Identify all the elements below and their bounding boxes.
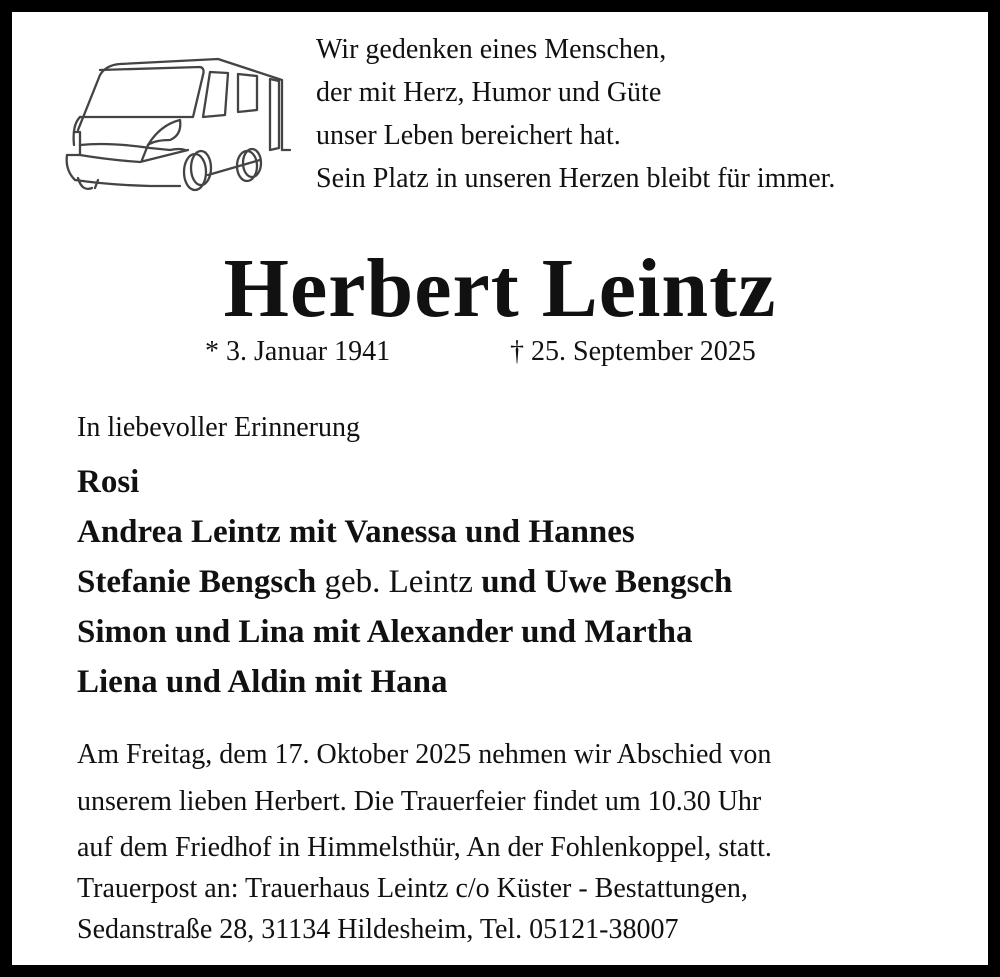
mourner-line: [77, 557, 732, 607]
info-line: auf dem Friedhof in Himmelsthür, An der Fohlenkoppel, statt.: [77, 832, 772, 863]
mourner-line: Liena und Aldin mit Hana: [77, 664, 448, 700]
remembrance-intro: In liebevoller Erinnerung: [77, 412, 361, 443]
death-date: † 25. September 2025: [510, 336, 756, 367]
camper-van-icon: [50, 20, 310, 210]
poem-line: Sein Platz in unseren Herzen bleibt für immer.: [316, 163, 836, 194]
mourners-list: [77, 457, 732, 707]
mourner-line: Rosi: [77, 464, 140, 500]
mourner-line: Simon und Lina mit Alexander und Martha: [77, 614, 693, 650]
info-line: Am Freitag, dem 17. Oktober 2025 nehmen wir Abschied von: [77, 739, 772, 770]
mourner-line: Andrea Leintz mit Vanessa und Hannes: [77, 514, 635, 550]
funeral-info: [77, 732, 772, 872]
address-line: Sedanstraße 28, 31134 Hildesheim, Tel. 05121-38007: [77, 914, 679, 945]
maiden-name: geb. Leintz: [316, 564, 482, 600]
mourner-name: und Uwe Bengsch: [481, 564, 733, 600]
mourner-name: Stefanie Bengsch: [77, 564, 317, 600]
poem-line: unser Leben bereichert hat.: [316, 120, 621, 151]
info-line: unserem lieben Herbert. Die Trauerfeier findet um 10.30 Uhr: [77, 785, 762, 817]
birth-date: * 3. Januar 1941: [205, 336, 391, 367]
address-line: Trauerpost an: Trauerhaus Leintz c/o Küster - Bestattungen,: [77, 873, 748, 904]
poem-line: der mit Herz, Humor und Güte: [316, 77, 662, 108]
poem-line: Wir gedenken eines Menschen,: [316, 34, 667, 65]
condolence-address: [77, 868, 748, 950]
memorial-poem: [316, 28, 835, 200]
deceased-name: Herbert Leintz: [223, 242, 777, 335]
